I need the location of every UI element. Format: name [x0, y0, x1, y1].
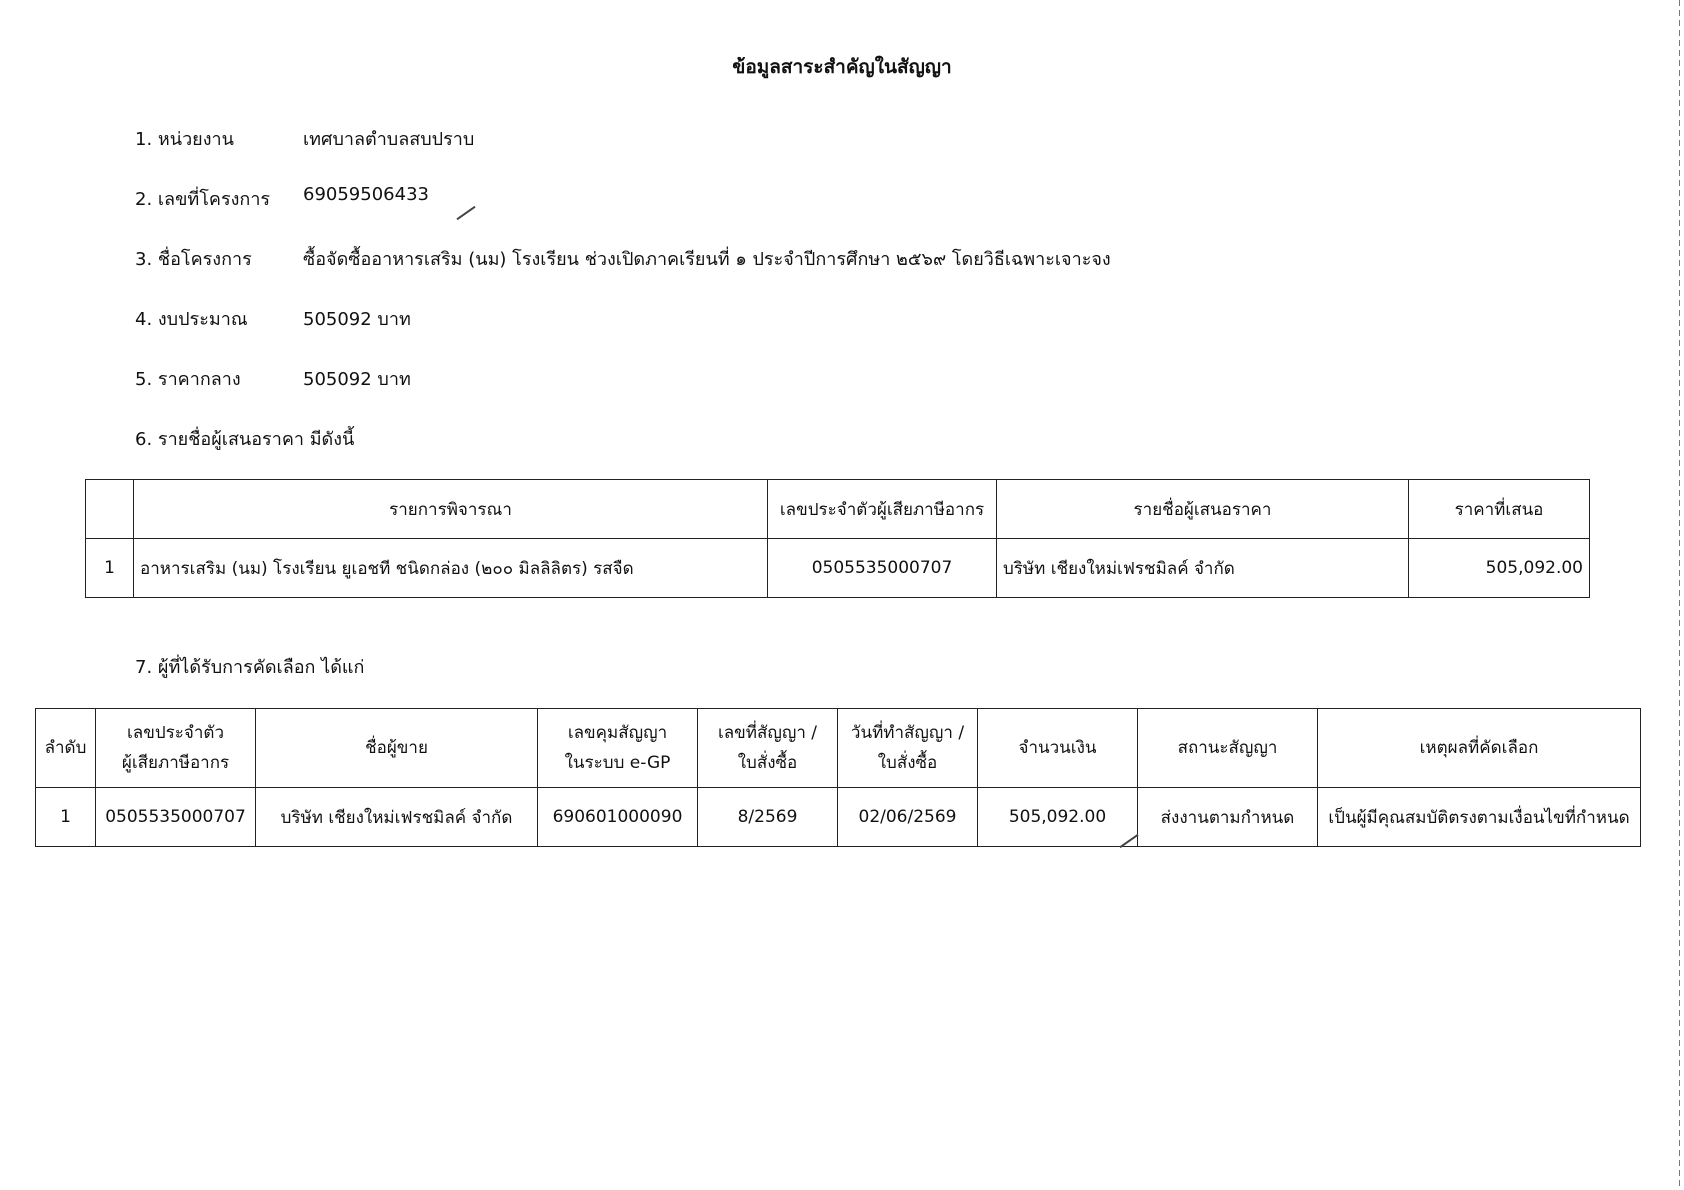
- column-header: จำนวนเงิน: [978, 709, 1138, 788]
- table-row: [86, 539, 1590, 598]
- column-header: เลขคุมสัญญา ในระบบ e-GP: [538, 709, 698, 788]
- bidders-table: [85, 479, 1590, 598]
- field-value: ซื้อจัดซื้ออาหารเสริม (นม) โรงเรียน ช่วงเปิดภาคเรียนที่ ๑ ประจำปีการศึกษา ๒๕๖๙ โดยวิธีเฉพาะเจาะจง: [303, 249, 1111, 270]
- column-header: ชื่อผู้ขาย: [256, 709, 538, 788]
- table-header-row: [36, 709, 1641, 788]
- column-header: รายชื่อผู้เสนอราคา: [997, 480, 1409, 539]
- table-row: [36, 788, 1641, 847]
- table-header-row: [86, 480, 1590, 539]
- table-cell: เป็นผู้มีคุณสมบัติตรงตามเงื่อนไขที่กำหนด: [1318, 788, 1641, 847]
- field-value: 69059506433: [303, 184, 429, 205]
- pen-tick-mark: [456, 206, 475, 220]
- table-cell: บริษัท เชียงใหม่เฟรชมิลค์ จำกัด: [997, 539, 1409, 598]
- section-7-heading: 7. ผู้ที่ได้รับการคัดเลือก ได้แก่: [135, 657, 365, 678]
- section-6-heading: 6. รายชื่อผู้เสนอราคา มีดังนี้: [135, 429, 355, 450]
- column-header: รายการพิจารณา: [134, 480, 768, 539]
- table-cell: ส่งงานตามกำหนด: [1138, 788, 1318, 847]
- column-header: ราคาที่เสนอ: [1409, 480, 1590, 539]
- field-label: 3. ชื่อโครงการ: [135, 249, 252, 270]
- column-header: [86, 480, 134, 539]
- field-label: 4. งบประมาณ: [135, 309, 248, 330]
- field-value: 505092 บาท: [303, 309, 411, 330]
- table-cell: 505,092.00: [978, 788, 1138, 847]
- table-cell: บริษัท เชียงใหม่เฟรชมิลค์ จำกัด: [256, 788, 538, 847]
- table-cell: 505,092.00: [1409, 539, 1590, 598]
- table-cell: 02/06/2569: [838, 788, 978, 847]
- column-header: เลขที่สัญญา / ใบสั่งซื้อ: [698, 709, 838, 788]
- page-title: ข้อมูลสาระสำคัญในสัญญา: [732, 56, 952, 78]
- column-header: เลขประจำตัว ผู้เสียภาษีอากร: [96, 709, 256, 788]
- table-cell: อาหารเสริม (นม) โรงเรียน ยูเอชที ชนิดกล่อง (๒๐๐ มิลลิลิตร) รสจืด: [134, 539, 768, 598]
- table-cell: 0505535000707: [768, 539, 997, 598]
- column-header: เลขประจำตัวผู้เสียภาษีอากร: [768, 480, 997, 539]
- field-value: 505092 บาท: [303, 369, 411, 390]
- field-label: 1. หน่วยงาน: [135, 129, 234, 150]
- scan-edge-line: [1679, 0, 1680, 1190]
- table-cell: 8/2569: [698, 788, 838, 847]
- field-label: 5. ราคากลาง: [135, 369, 241, 390]
- column-header: ลำดับ: [36, 709, 96, 788]
- winners-table: [35, 708, 1641, 847]
- table-cell: 690601000090: [538, 788, 698, 847]
- table-cell: 0505535000707: [96, 788, 256, 847]
- table-cell: 1: [86, 539, 134, 598]
- field-label: 2. เลขที่โครงการ: [135, 189, 271, 210]
- column-header: เหตุผลที่คัดเลือก: [1318, 709, 1641, 788]
- column-header: วันที่ทำสัญญา / ใบสั่งซื้อ: [838, 709, 978, 788]
- column-header: สถานะสัญญา: [1138, 709, 1318, 788]
- table-cell: 1: [36, 788, 96, 847]
- field-value: เทศบาลตำบลสบปราบ: [303, 129, 475, 150]
